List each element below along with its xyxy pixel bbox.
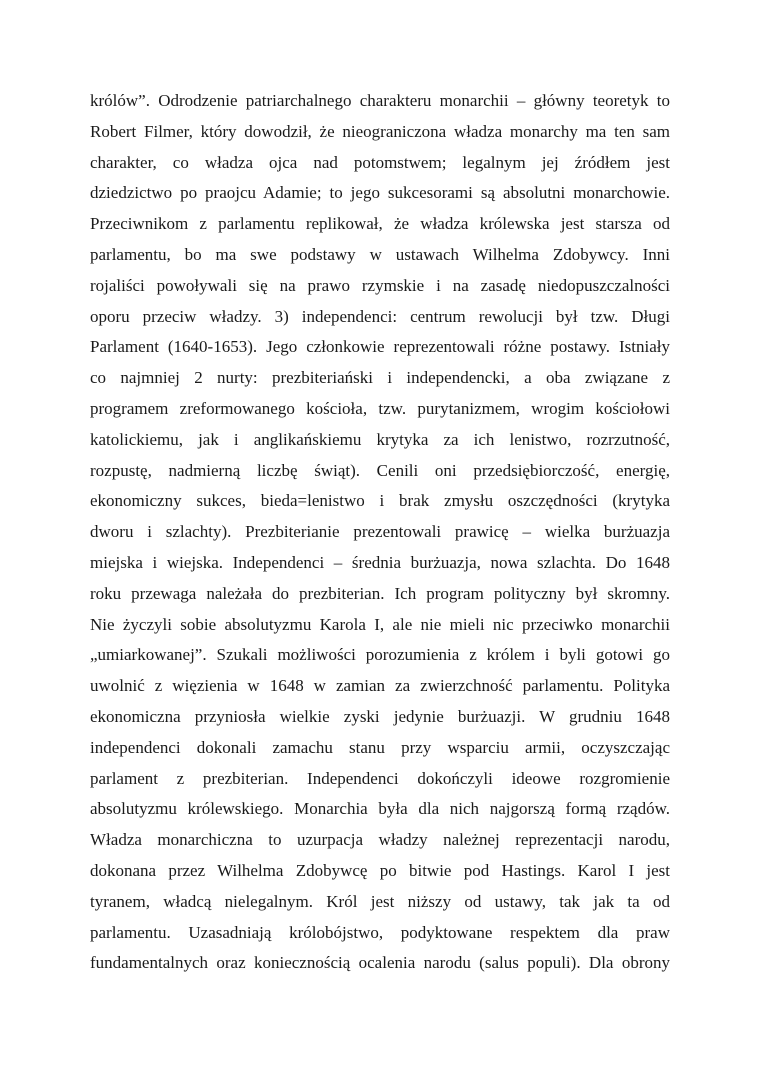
body-text: [90, 86, 670, 979]
text-line: charakter, co władza ojca nad potomstwem; legalnym jej źródłem jest: [90, 152, 670, 172]
text-line: Władza monarchiczna to uzurpacja władzy należnej reprezentacji narodu,: [90, 830, 670, 850]
text-line: miejska i wiejska. Independenci – średnia burżuazja, nowa szlachta. Do 1648: [90, 552, 670, 572]
text-line: dokonana przez Wilhelma Zdobywcę po bitwie pod Hastings. Karol I jest: [90, 860, 670, 880]
text-line: Przeciwnikom z parlamentu replikował, że władza królewska jest starsza od: [90, 214, 670, 234]
text-line: tyranem, władcą nielegalnym. Król jest niższy od ustawy, tak jak ta od: [90, 891, 670, 911]
text-line: parlamentu. Uzasadniają królobójstwo, podyktowane respektem dla praw: [90, 922, 670, 942]
text-line: dworu i szlachty). Prezbiterianie prezentowali prawicę – wielka burżuazja: [90, 522, 670, 542]
text-line: parlamentu, bo ma swe podstawy w ustawach Wilhelma Zdobywcy. Inni: [90, 244, 670, 264]
text-line: absolutyzmu królewskiego. Monarchia była dla nich najgorszą formą rządów.: [90, 799, 670, 819]
text-line: programem zreformowanego kościoła, tzw. purytanizmem, wrogim kościołowi: [90, 398, 670, 418]
text-line: rojaliści powoływali się na prawo rzymskie i na zasadę niedopuszczalności: [90, 275, 670, 295]
text-line: ekonomiczna przyniosła wielkie zyski jedynie burżuazji. W grudniu 1648: [90, 706, 670, 726]
text-line: „umiarkowanej”. Szukali możliwości porozumienia z królem i byli gotowi go: [90, 645, 670, 665]
text-line: ekonomiczny sukces, bieda=lenistwo i brak zmysłu oszczędności (krytyka: [90, 491, 670, 511]
text-line: Parlament (1640-1653). Jego członkowie reprezentowali różne postawy. Istniały: [90, 337, 670, 357]
text-line: co najmniej 2 nurty: prezbiteriański i independencki, a oba związane z: [90, 368, 670, 388]
text-line: parlament z prezbiterian. Independenci dokończyli ideowe rozgromienie: [90, 768, 670, 788]
text-line: Nie życzyli sobie absolutyzmu Karola I, ale nie mieli nic przeciwko monarchii: [90, 614, 670, 634]
text-line: uwolnić z więzienia w 1648 w zamian za zwierzchność parlamentu. Polityka: [90, 676, 670, 696]
text-line: rozpustę, nadmierną liczbę świąt). Cenili oni przedsiębiorczość, energię,: [90, 460, 670, 480]
text-line: oporu przeciw władzy. 3) independenci: centrum rewolucji był tzw. Długi: [90, 306, 670, 326]
text-line: katolickiemu, jak i anglikańskiemu krytyka za ich lenistwo, rozrzutność,: [90, 429, 670, 449]
text-line: fundamentalnych oraz koniecznością ocalenia narodu (salus populi). Dla obrony: [90, 953, 670, 973]
text-line: królów”. Odrodzenie patriarchalnego charakteru monarchii – główny teoretyk to: [90, 91, 670, 110]
text-line: independenci dokonali zamachu stanu przy wsparciu armii, oczyszczając: [90, 737, 670, 757]
text-line: roku przewaga należała do prezbiterian. Ich program polityczny był skromny.: [90, 583, 670, 603]
text-line: Robert Filmer, który dowodził, że nieograniczona władza monarchy ma ten sam: [90, 121, 670, 141]
text-line: dziedzictwo po praojcu Adamie; to jego sukcesorami są absolutni monarchowie.: [90, 183, 670, 203]
